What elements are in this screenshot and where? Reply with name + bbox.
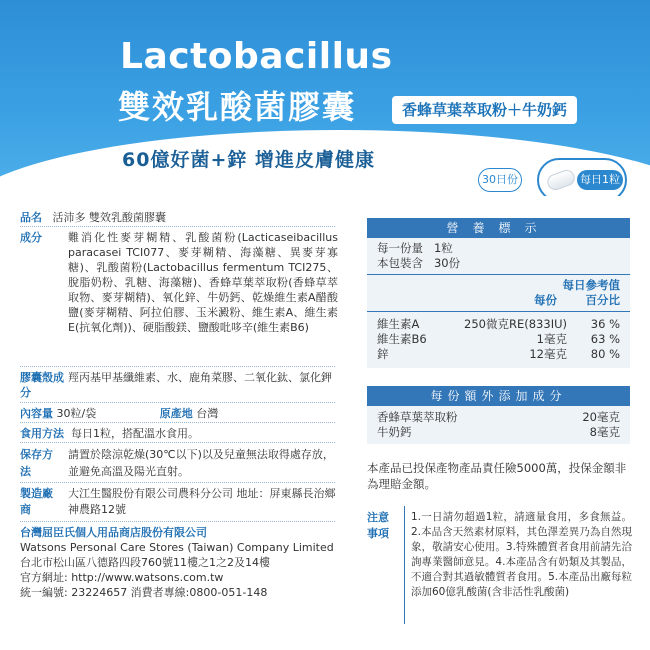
additional-title: 每份額外添加成分 [367,386,630,406]
brand-english: Lactobacillus [120,36,393,77]
daily-pct-label: 百分比 [585,293,620,307]
ingredients-label: 成分 [20,231,42,244]
notes-text: 1.一日請勿超過1粒，請適量食用，多食無益。2.本品含天然素材原料，其色澤差異乃為自然現象，敬請安心使用。3.特殊體質者食用前請先洽詢專業醫師意見。4.本產品含有奶類及其製品，不適合對其過敏體質者食用。5.本產品出廠每粒添加60億乳酸菌(含非活性乳酸菌) [404,506,632,624]
per-serving-label: 每份 [534,293,557,307]
ingredients-value: 難消化性麥芽糊精、乳酸菌粉(Lacticaseibacillus paracasei TCI077、麥芽糊精、海藻糖、異麥芽寡糖)、乳酸菌粉(Lactobacillus fermentum TCI275、脫脂奶粉、乳糖、海藻糖)、香蜂草葉萃取粉(香蜂草萃取物、麥芽糊精)、氧化鋅、牛奶鈣、乾燥維生素A醋酸鹽(麥芽糊精、阿拉伯膠、玉米澱粉、維生素A、維生素E(抗氧化劑))、硬脂酸鎂、鹽酸吡哆辛(維生素B6) [68,231,338,334]
divider [20,422,335,423]
distributor-name: 台灣屈臣氏個人用品商店股份有限公司 [20,526,207,539]
distributor-english: Watsons Personal Care Stores (Taiwan) Company Limited [20,541,334,554]
nutrient-amount: 1毫克 [536,332,567,346]
divider [20,402,335,403]
additional-ingredients-table [367,386,630,444]
product-name-row [20,210,340,225]
nutrient-pct: 80 % [590,347,620,361]
name-value: 活沛多 雙效乳酸菌膠囊 [52,211,166,224]
origin-value: 台灣 [196,407,219,420]
usage-value: 每日1粒，搭配溫水食用。 [71,427,199,440]
additional-rows [367,406,630,444]
daily-dose-label: 每日1粒 [577,170,623,190]
distributor-website: 官方網址: http://www.watsons.com.tw [20,571,224,584]
insurance-note: 本產品已投保產物產品責任險5000萬，投保金額非為理賠金額。 [367,461,627,491]
divider [20,226,335,227]
manufacturer-label: 製造廠商 [20,487,53,516]
table-row [377,317,620,332]
additional-name: 牛奶鈣 [377,425,412,439]
divider [20,366,335,367]
volume-value: 30粒/袋 [56,407,97,420]
header-banner [0,0,650,196]
daily-ref-label: 每日參考值 [562,278,620,292]
pack-value: 30份 [433,256,461,270]
daily-dose-badge [537,158,627,196]
brand-subtitle: 香蜂草葉萃取粉＋牛奶鈣 [392,96,577,124]
distributor-address: 台北市松山區八德路四段760號11樓之1之2及14樓 [20,556,270,569]
divider [20,482,335,483]
storage-value: 請置於陰涼乾燥(30℃以下)以及兒童無法取得處存放，並避免高溫及陽光直射。 [68,448,334,478]
origin-label: 原產地 [159,407,193,420]
volume-row [20,406,340,421]
nutrient-pct: 36 % [590,317,620,331]
nutrient-name: 鋅 [377,347,389,361]
volume-label: 內容量 [20,407,53,420]
divider [20,442,335,443]
name-label: 品名 [20,211,42,224]
usage-row [20,426,340,441]
nutrient-amount: 250微克RE(833IU) [464,317,567,331]
nutrient-name: 維生素B6 [377,332,427,346]
shell-label: 膠囊殼成分 [20,371,64,399]
additional-amount: 8毫克 [589,425,620,439]
brand-chinese: 雙效乳酸菌膠囊 [118,88,357,126]
additional-name: 香蜂草葉萃取粉 [377,410,458,424]
tagline: 60億好菌+鋅 增進皮膚健康 [122,149,375,171]
usage-label: 食用方法 [20,427,64,440]
nutrition-table [367,218,630,368]
nutrition-rows [367,312,630,368]
table-row [377,332,620,347]
serving-label: 每一份量 [377,241,423,255]
nutrient-amount: 12毫克 [529,347,567,361]
nutrient-name: 維生素A [377,317,420,331]
pill-count-badge: 30日份 [478,168,522,192]
divider [20,521,335,522]
nutrient-pct: 63 % [590,332,620,346]
capsule-icon [545,168,577,193]
additional-amount: 20毫克 [582,410,620,424]
serving-value: 1粒 [433,241,453,255]
manufacturer-value: 大江生醫股份有限公司農科分公司 地址：屏東縣長治鄉神農路12號 [68,487,336,516]
table-row [377,425,620,440]
nutrition-serving [367,238,630,274]
table-row [377,347,620,362]
distributor-tax-phone: 統一編號: 23224657 消費者專線:0800-051-148 [20,586,268,599]
table-row [377,410,620,425]
storage-label: 保存方法 [20,448,53,478]
shell-value: 羥丙基甲基纖維素、水、鹿角菜膠、二氧化鈦、氯化鉀 [68,371,332,384]
nutrition-title: 營養標示 [367,218,630,238]
distributor-block [20,525,340,600]
pack-label: 本包裝含 [377,256,423,270]
nutrition-column-head [367,275,630,311]
notes-label: 注意事項 [367,511,389,540]
